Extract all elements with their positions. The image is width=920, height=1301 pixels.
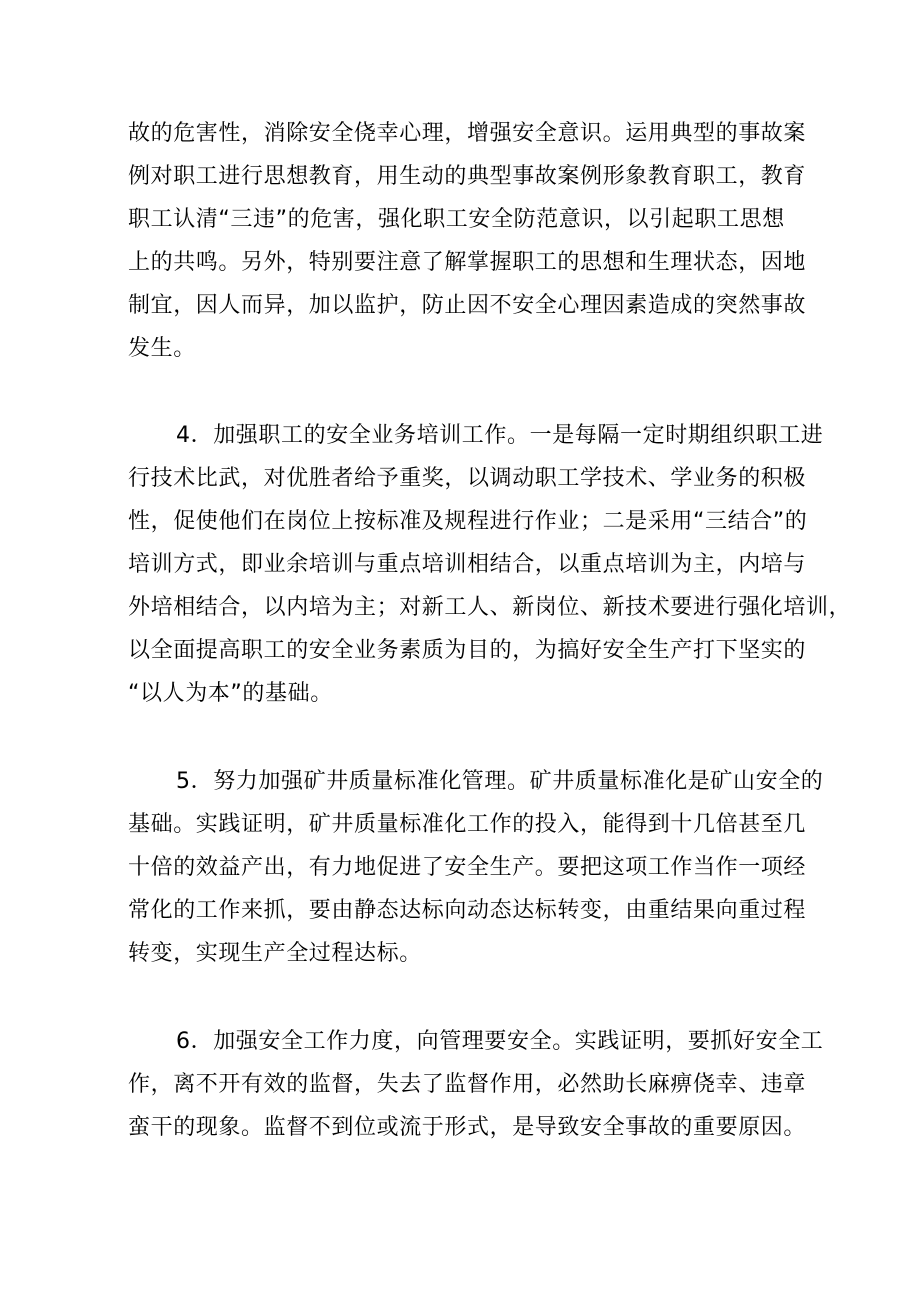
paragraph-1-line-3: 职工认清“三违”的危害，强化职工安全防范意识，以引起职工思想	[128, 207, 785, 232]
paragraph-2-line-6: 以全面提高职工的安全业务素质为目的，为搞好安全生产打下坚实的	[128, 638, 807, 663]
paragraph-2-line-4: 培训方式，即业余培训与重点培训相结合，以重点培训为主，内培与	[128, 552, 807, 577]
paragraph-1-line-2: 例对职工进行思想教育，用生动的典型事故案例形象教育职工，教育	[128, 164, 807, 189]
paragraph-2-line-5: 外培相结合，以内培为主；对新工人、新岗位、新技术要进行强化培训，	[128, 595, 852, 620]
paragraph-4-line-1: 6．加强安全工作力度，向管理要安全。实践证明，要抓好安全工	[176, 1029, 824, 1054]
paragraph-3-line-5: 转变，实现生产全过程达标。	[128, 941, 422, 966]
paragraph-1-line-5: 制宜，因人而异，加以监护，防止因不安全心理因素造成的突然事故	[128, 293, 807, 318]
paragraph-2-line-3: 性，促使他们在岗位上按标准及规程进行作业；二是采用“三结合”的	[128, 509, 808, 534]
paragraph-3-line-3: 十倍的效益产出，有力地促进了安全生产。要把这项工作当作一项经	[128, 855, 807, 880]
paragraph-2-line-1: 4．加强职工的安全业务培训工作。一是每隔一定时期组织职工进	[176, 423, 824, 448]
paragraph-3-line-1: 5．努力加强矿井质量标准化管理。矿井质量标准化是矿山安全的	[176, 769, 824, 794]
paragraph-3-line-2: 基础。实践证明，矿井质量标准化工作的投入，能得到十几倍甚至几	[128, 812, 807, 837]
paragraph-2-line-7: “以人为本”的基础。	[128, 681, 333, 706]
paragraph-1-line-1: 故的危害性，消除安全侥幸心理，增强安全意识。运用典型的事故案	[128, 121, 807, 146]
paragraph-1-line-6: 发生。	[128, 336, 196, 361]
paragraph-3-line-4: 常化的工作来抓，要由静态达标向动态达标转变，由重结果向重过程	[128, 898, 807, 923]
paragraph-2-line-2: 行技术比武，对优胜者给予重奖，以调动职工学技术、学业务的积极	[128, 466, 807, 491]
paragraph-1-line-4: 上的共鸣。另外，特别要注意了解掌握职工的思想和生理状态，因地	[128, 250, 807, 275]
paragraph-4-line-2: 作，离不开有效的监督，失去了监督作用，必然助长麻痹侥幸、违章	[128, 1072, 807, 1097]
paragraph-4-line-3: 蛮干的现象。监督不到位或流于形式，是导致安全事故的重要原因。	[128, 1115, 807, 1140]
